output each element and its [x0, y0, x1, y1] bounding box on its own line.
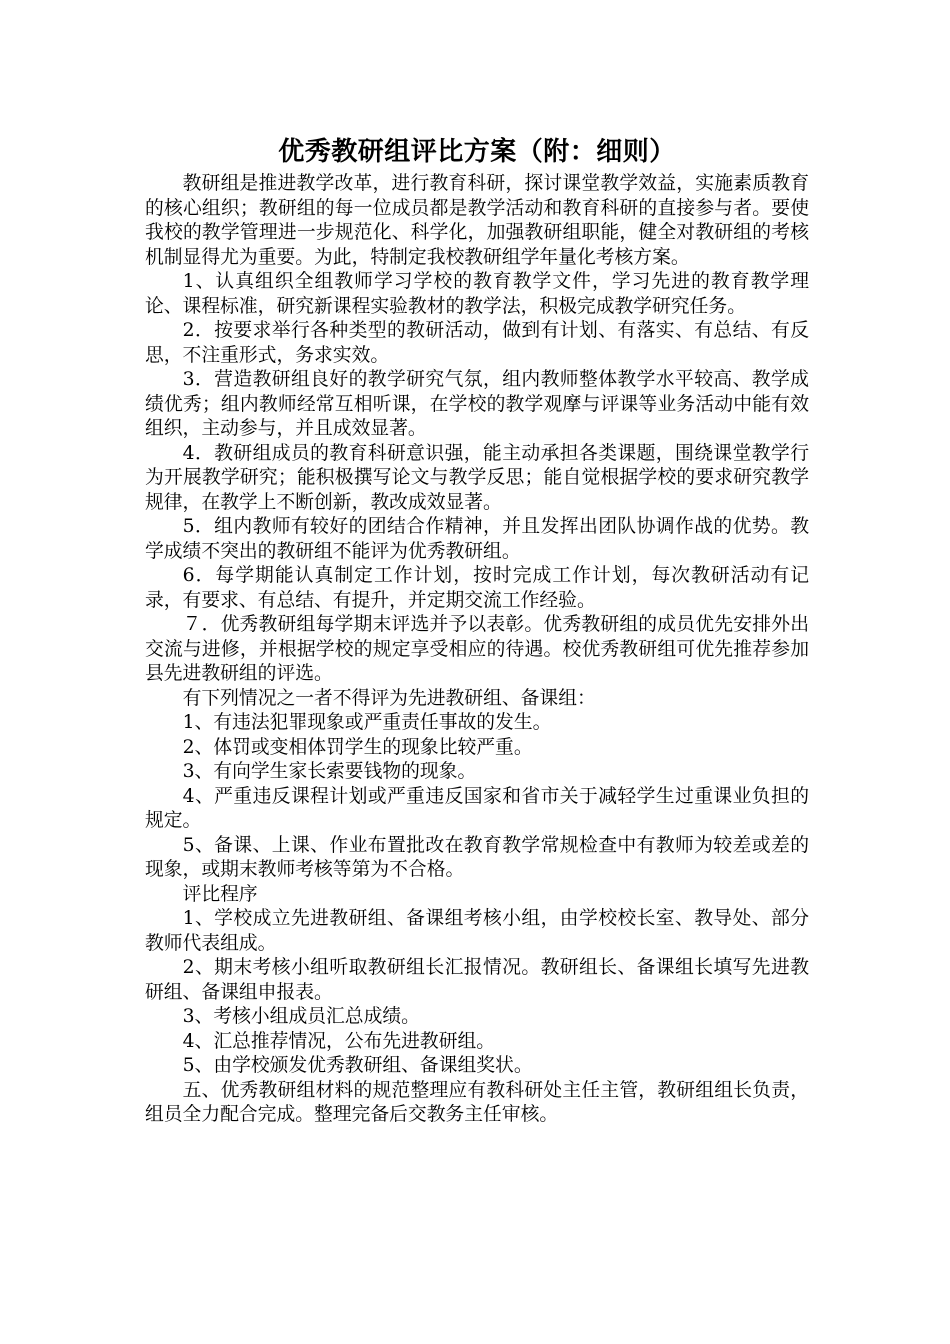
document-body: [145, 172, 809, 1128]
paragraph-procedure-3: 3、考核小组成员汇总成绩。: [182, 1006, 420, 1027]
paragraph-procedure-1: 1、学校成立先进教研组、备课组考核小组，由学校校长室、教导处、部分教师代表组成。: [145, 908, 809, 954]
paragraph-exclusion-5: 5、备课、上课、作业布置批改在教育教学常规检查中有教师为较差或差的现象，或期末教师考核等第为不合格。: [145, 834, 809, 880]
paragraph-criterion-5: 5．组内教师有较好的团结合作精神，并且发挥出团队协调作战的优势。教学成绩不突出的教研组不能评为优秀教研组。: [145, 516, 809, 562]
paragraph-procedure-4: 4、汇总推荐情况，公布先进教研组。: [182, 1030, 496, 1052]
paragraph-procedure-5: 5、由学校颁发优秀教研组、备课组奖状。: [182, 1055, 533, 1076]
paragraph-criterion-2: 2．按要求举行各种类型的教研活动，做到有计划、有落实、有总结、有反思，不注重形式，务求实效。: [145, 320, 809, 366]
paragraph-exclusion-1: 1、有违法犯罪现象或严重责任事故的发生。: [182, 712, 552, 733]
paragraph-materials: 五、优秀教研组材料的规范整理应有教科研处主任主管，教研组组长负责，组员全力配合完成。整理完备后交教务主任审核。: [145, 1079, 809, 1125]
paragraph-criterion-7: ７．优秀教研组每学期末评选并予以表彰。优秀教研组的成员优先安排外出交流与进修，并根据学校的规定享受相应的待遇。校优秀教研组可优先推荐参加县先进教研组的评选。: [145, 614, 809, 684]
paragraph-intro: 教研组是推进教学改革，进行教育科研，探讨课堂教学效益，实施素质教育的核心组织；教研组的每一位成员都是教学活动和教育科研的直接参与者。要使我校的教学管理进一步规范化、科学化，加强教研组职能，健全对教研组的考核机制显得尤为重要。为此，特制定我校教研组学年量化考核方案。: [145, 173, 809, 268]
document-title: 优秀教研组评比方案（附：细则）: [278, 137, 676, 167]
paragraph-exclusion-4: 4、严重违反课程计划或严重违反国家和省市关于减轻学生过重课业负担的规定。: [145, 785, 809, 831]
paragraph-procedure-heading: 评比程序: [182, 883, 258, 905]
paragraph-procedure-2: 2、期末考核小组听取教研组长汇报情况。教研组长、备课组长填写先进教研组、备课组申报表。: [145, 957, 809, 1003]
paragraph-criterion-3: 3．营造教研组良好的教学研究气氛，组内教师整体教学水平较高、教学成绩优秀；组内教师经常互相听课，在学校的教学观摩与评课等业务活动中能有效组织，主动参与，并且成效显著。: [145, 369, 809, 439]
paragraph-criterion-1: 1、认真组织全组教师学习学校的教育教学文件，学习先进的教育教学理论、课程标准，研究新课程实验教材的教学法，积极完成教学研究任务。: [145, 271, 809, 317]
paragraph-criterion-6: 6．每学期能认真制定工作计划，按时完成工作计划，每次教研活动有记录，有要求、有总结、有提升，并定期交流工作经验。: [145, 565, 809, 611]
paragraph-exclusion-3: 3、有向学生家长索要钱物的现象。: [182, 761, 477, 782]
paragraph-exclusion-heading: 有下列情况之一者不得评为先进教研组、备课组：: [182, 687, 596, 709]
document-page: [145, 132, 809, 1128]
paragraph-exclusion-2: 2、体罚或变相体罚学生的现象比较严重。: [182, 736, 533, 758]
paragraph-criterion-4: 4．教研组成员的教育科研意识强，能主动承担各类课题，围绕课堂教学行为开展教学研究；能积极撰写论文与教学反思；能自觉根据学校的要求研究教学规律，在教学上不断创新，教改成效显著。: [145, 442, 809, 513]
